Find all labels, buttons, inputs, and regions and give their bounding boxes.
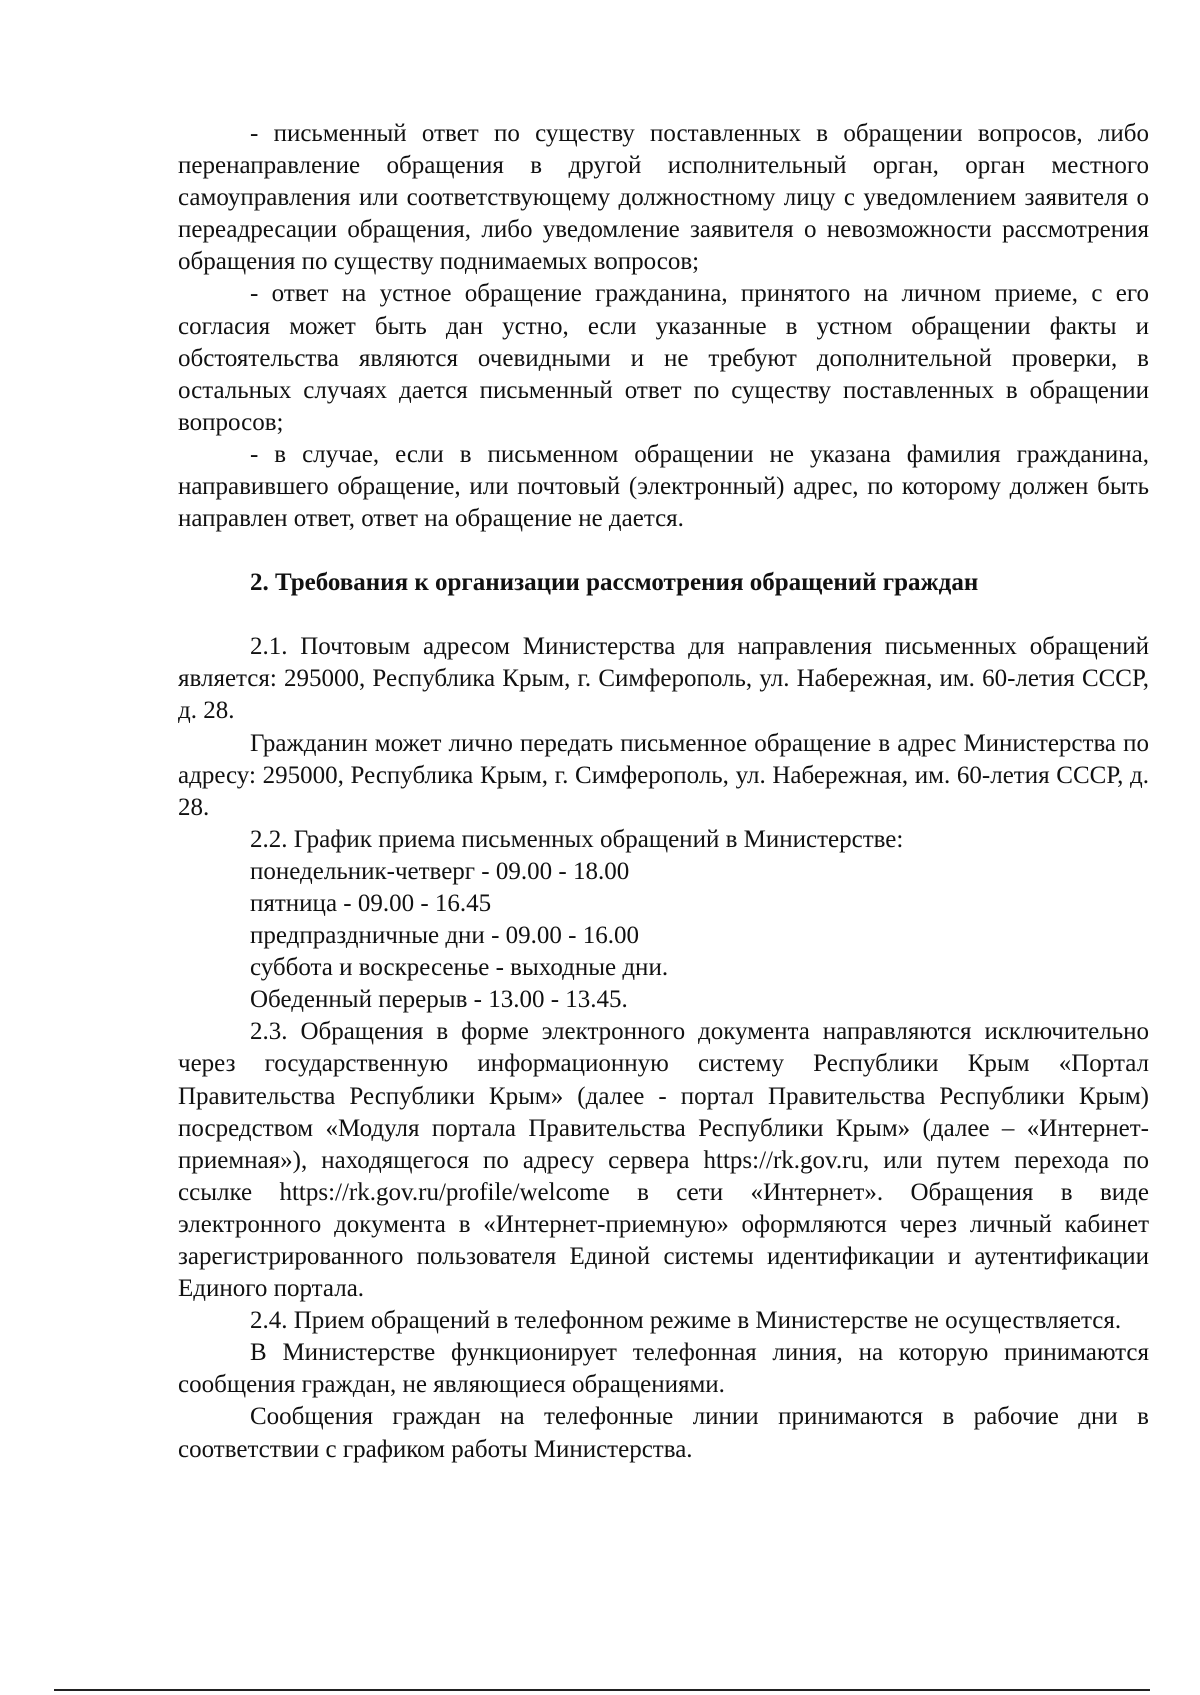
paragraph-phone-line: В Министерстве функционирует телефонная линия, на которую принимаются сообщения граждан, не являющиеся обращениями.: [178, 1339, 1149, 1399]
paragraph-citizen-delivery: Гражданин может лично передать письменное обращение в адрес Министерства по адресу: 295000, Республика Крым, г. Симферополь, ул. Набережная, им. 60-летия СССР, д. 28.: [178, 729, 1149, 821]
schedule-line: суббота и воскресенье - выходные дни.: [250, 954, 669, 982]
schedule-line: пятница - 09.00 - 16.45: [250, 889, 492, 917]
schedule-line: Обеденный перерыв - 13.00 - 13.45.: [250, 986, 628, 1014]
paragraph-messages: Сообщения граждан на телефонные линии принимаются в рабочие дни в соответствии с графиком работы Министерства.: [178, 1403, 1149, 1463]
spacer: [178, 599, 1149, 631]
paragraph-2-4: 2.4. Прием обращений в телефонном режиме в Министерстве не осуществляется.: [250, 1307, 1122, 1335]
bottom-scan-rule: [54, 1689, 1150, 1691]
paragraph-2-3: 2.3. Обращения в форме электронного документа направляются исключительно через государственную информационную систему Республики Крым «Портал Правительства Республики Крым» (далее - портал Правительства Республики Крым) посредством «Модуля портала Правительства Республики Крым» (далее – «Интернет-приемная»), находящегося по адресу сервера https://rk.gov.ru, или путем перехода по ссылке https://rk.gov.ru/profile/welcome в сети «Интернет». Обращения в виде электронного документа в «Интернет-приемную» оформляются через личный кабинет зарегистрированного пользователя Единой системы идентификации и аутентификации Единого портала.: [178, 1018, 1149, 1303]
paragraph-2-2: 2.2. График приема письменных обращений в Министерстве:: [250, 825, 904, 853]
document-body: [178, 118, 1149, 1466]
schedule-line: предпраздничные дни - 09.00 - 16.00: [250, 922, 639, 950]
paragraph-written-answer: - письменный ответ по существу поставленных в обращении вопросов, либо перенаправление обращения в другой исполнительный орган, орган местного самоуправления или соответствующему должностному лицу с уведомлением заявителя о переадресации обращения, либо уведомление заявителя о невозможности рассмотрения обращения по существу поднимаемых вопросов;: [178, 120, 1149, 276]
spacer: [178, 535, 1149, 567]
paragraph-oral-answer: - ответ на устное обращение гражданина, принятого на личном приеме, с его согласия может быть дан устно, если указанные в устном обращении факты и обстоятельства являются очевидными и не требуют дополнительной проверки, в остальных случаях дается письменный ответ по существу поставленных в обращении вопросов;: [178, 280, 1149, 436]
section-heading: 2. Требования к организации рассмотрения обращений граждан: [250, 569, 979, 597]
paragraph-2-1: 2.1. Почтовым адресом Министерства для направления письменных обращений является: 295000, Республика Крым, г. Симферополь, ул. Набережная, им. 60-летия СССР, д. 28.: [178, 633, 1149, 725]
paragraph-no-surname: - в случае, если в письменном обращении не указана фамилия гражданина, направившего обращение, или почтовый (электронный) адрес, по которому должен быть направлен ответ, ответ на обращение не дается.: [178, 440, 1149, 533]
schedule-line: понедельник-четверг - 09.00 - 18.00: [250, 857, 630, 885]
